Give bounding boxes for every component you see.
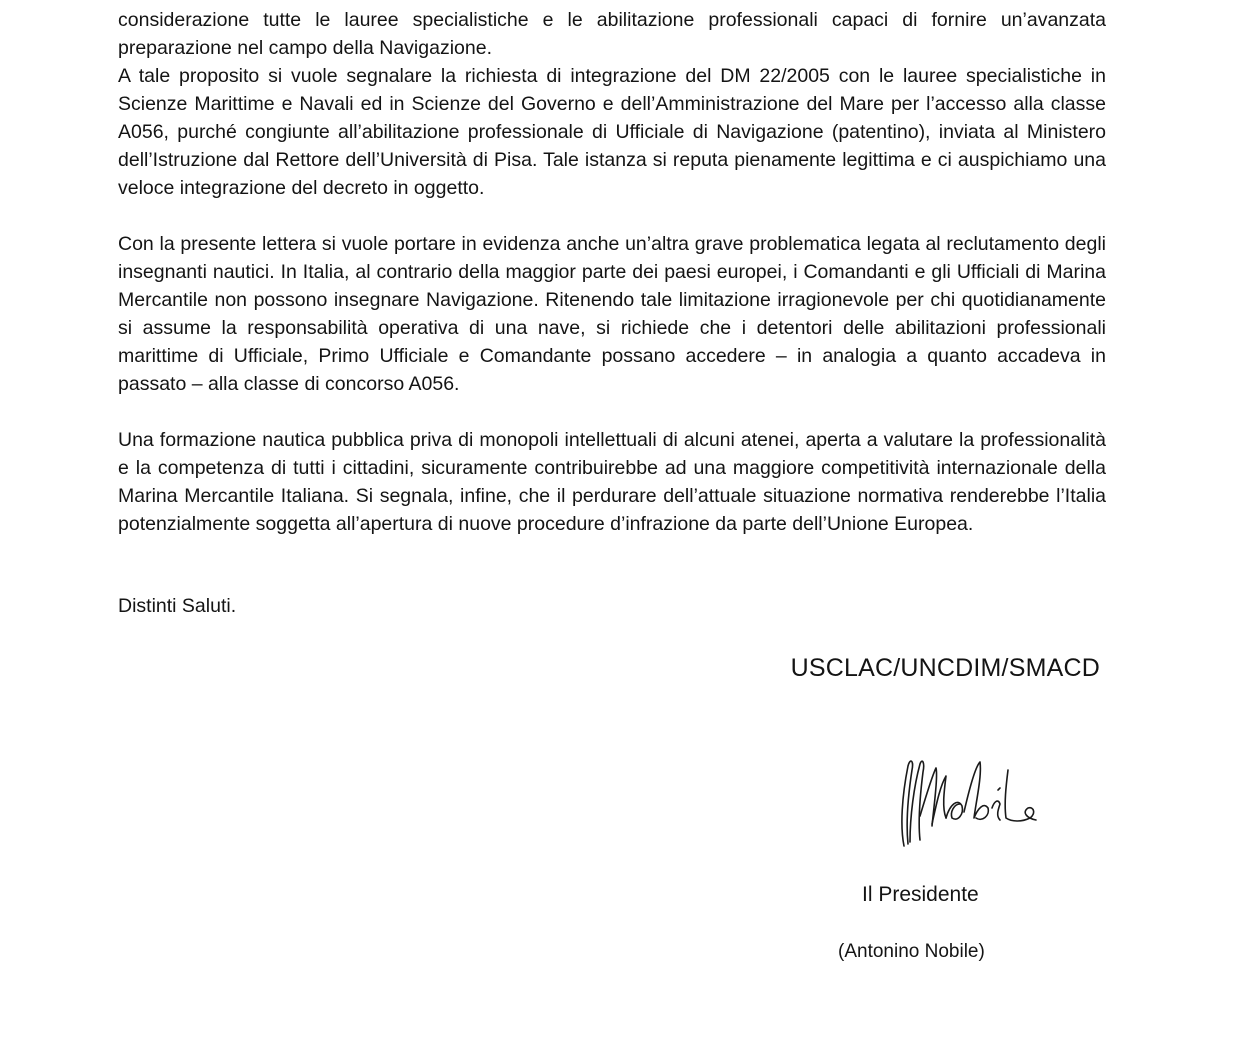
paragraph-continuation: considerazione tutte le lauree specialistiche e le abilitazione professionali capaci di fornire un’avanzata preparazione nel campo della Navigazione. xyxy=(118,9,1106,59)
handwritten-signature xyxy=(880,746,1060,856)
paragraph-integration-request: A tale proposito si vuole segnalare la richiesta di integrazione del DM 22/2005 con le lauree specialistiche in Scienze Marittime e Navali ed in Scienze del Governo e dell’Amministrazione del Mare per l’accesso alla classe A056, purché congiunte all’abilitazione professionale di Ufficiale di Navigazione (patentino), inviata al Ministero dell’Istruzione dal Rettore dell’Università di Pisa. Tale istanza si reputa pienamente legittima e ci auspichiamo una veloce integrazione del decreto in oggetto. xyxy=(118,65,1106,199)
letter-body xyxy=(118,6,1106,538)
paragraph-public-education: Una formazione nautica pubblica priva di monopoli intellettuali di alcuni atenei, aperta a valutare la professionalità e la competenza di tutti i cittadini, sicuramente contribuirebbe ad una maggiore competitività internazionale della Marina Mercantile Italiana. Si segnala, infine, che il perdurare dell’attuale situazione normativa renderebbe l’Italia potenzialmente soggetta all’apertura di nuove procedure d’infrazione da parte dell’Unione Europea. xyxy=(118,429,1106,535)
signer-name: (Antonino Nobile) xyxy=(838,941,985,962)
organization-name: USCLAC/UNCDIM/SMACD xyxy=(790,654,1100,682)
closing-salutation: Distinti Saluti. xyxy=(118,595,237,617)
signer-role: Il Presidente xyxy=(862,883,979,906)
paragraph-recruitment-issue: Con la presente lettera si vuole portare in evidenza anche un’altra grave problematica legata al reclutamento degli insegnanti nautici. In Italia, al contrario della maggior parte dei paesi europei, i Comandanti e gli Ufficiali di Marina Mercantile non possono insegnare Navigazione. Ritenendo tale limitazione irragionevole per chi quotidianamente si assume la responsabilità operativa di una nave, si richiede che i detentori delle abilitazioni professionali marittime di Ufficiale, Primo Ufficiale e Comandante possano accedere – in analogia a quanto accadeva in passato – alla classe di concorso A056. xyxy=(118,233,1106,395)
